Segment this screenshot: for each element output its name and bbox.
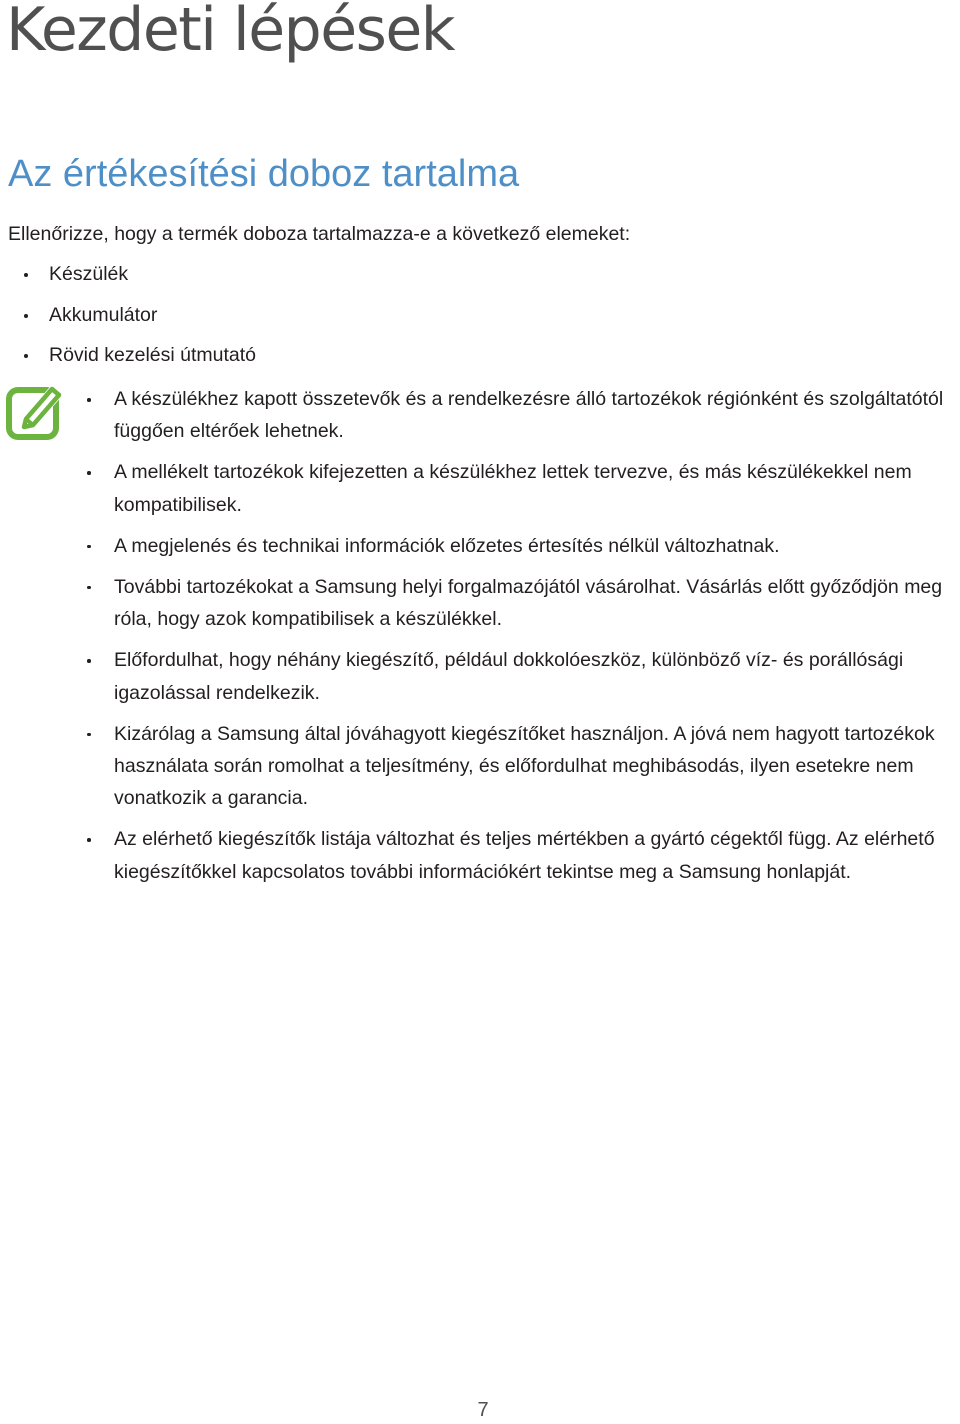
note-item bbox=[0, 530, 960, 562]
note-item bbox=[0, 571, 960, 636]
note-item bbox=[0, 718, 960, 815]
note-item bbox=[0, 383, 960, 448]
list-item bbox=[0, 341, 256, 382]
list-item-label: Akkumulátor bbox=[49, 303, 158, 326]
note-item bbox=[0, 823, 960, 888]
note-text: További tartozékokat a Samsung helyi forgalmazójától vásárolhat. Vásárlás előtt győződjön meg róla, hogy azok kompatibilisek a készülékkel. bbox=[114, 575, 943, 631]
note-text: Kizárólag a Samsung által jóváhagyott kiegészítőket használjon. A jóvá nem hagyott tartozékok használata során romolhat a teljesítmény, és előfordulhat meghibásodás, ilyen esetekre nem vonatkozik a garancia. bbox=[114, 722, 935, 810]
bullet-icon bbox=[87, 398, 91, 402]
bullet-icon bbox=[87, 545, 91, 549]
box-contents-list bbox=[0, 260, 256, 382]
note-text: A megjelenés és technikai információk előzetes értesítés nélkül változhatnak. bbox=[114, 534, 780, 557]
note-text: A mellékelt tartozékok kifejezetten a készülékhez lettek tervezve, és más készülékekkel nem kompatibilisek. bbox=[114, 461, 912, 516]
bullet-icon bbox=[24, 314, 28, 318]
list-item-label: Rövid kezelési útmutató bbox=[49, 344, 257, 366]
note-text: Az elérhető kiegészítők listája változhat és teljes mértékben a gyártó cégektől függ. Az elérhető kiegészítőkkel kapcsolatos további információkért tekintse meg a Samsung honlapját. bbox=[114, 828, 935, 883]
section-title: Az értékesítési doboz tartalma bbox=[8, 153, 520, 195]
bullet-icon bbox=[87, 586, 91, 590]
bullet-icon bbox=[87, 733, 91, 737]
notes-list bbox=[0, 383, 960, 897]
chapter-title: Kezdeti lépések bbox=[6, 0, 455, 65]
note-text: A készülékhez kapott összetevők és a rendelkezésre álló tartozékok régiónként és szolgáltatótól függően eltérőek lehetnek. bbox=[114, 388, 944, 443]
note-item bbox=[0, 456, 960, 521]
list-item-label: Készülék bbox=[49, 263, 129, 285]
note-item bbox=[0, 644, 960, 709]
bullet-icon bbox=[87, 838, 91, 842]
page-number: 7 bbox=[477, 1399, 489, 1421]
intro-text: Ellenőrizze, hogy a termék doboza tartalmazza-e a következő elemeket: bbox=[8, 223, 631, 245]
bullet-icon bbox=[24, 354, 28, 358]
bullet-icon bbox=[87, 471, 91, 475]
bullet-icon bbox=[24, 273, 28, 277]
note-text: Előfordulhat, hogy néhány kiegészítő, például dokkolóeszköz, különböző víz- és porállósági igazolással rendelkezik. bbox=[114, 649, 904, 704]
list-item bbox=[0, 260, 256, 301]
list-item bbox=[0, 301, 256, 342]
bullet-icon bbox=[87, 659, 91, 663]
